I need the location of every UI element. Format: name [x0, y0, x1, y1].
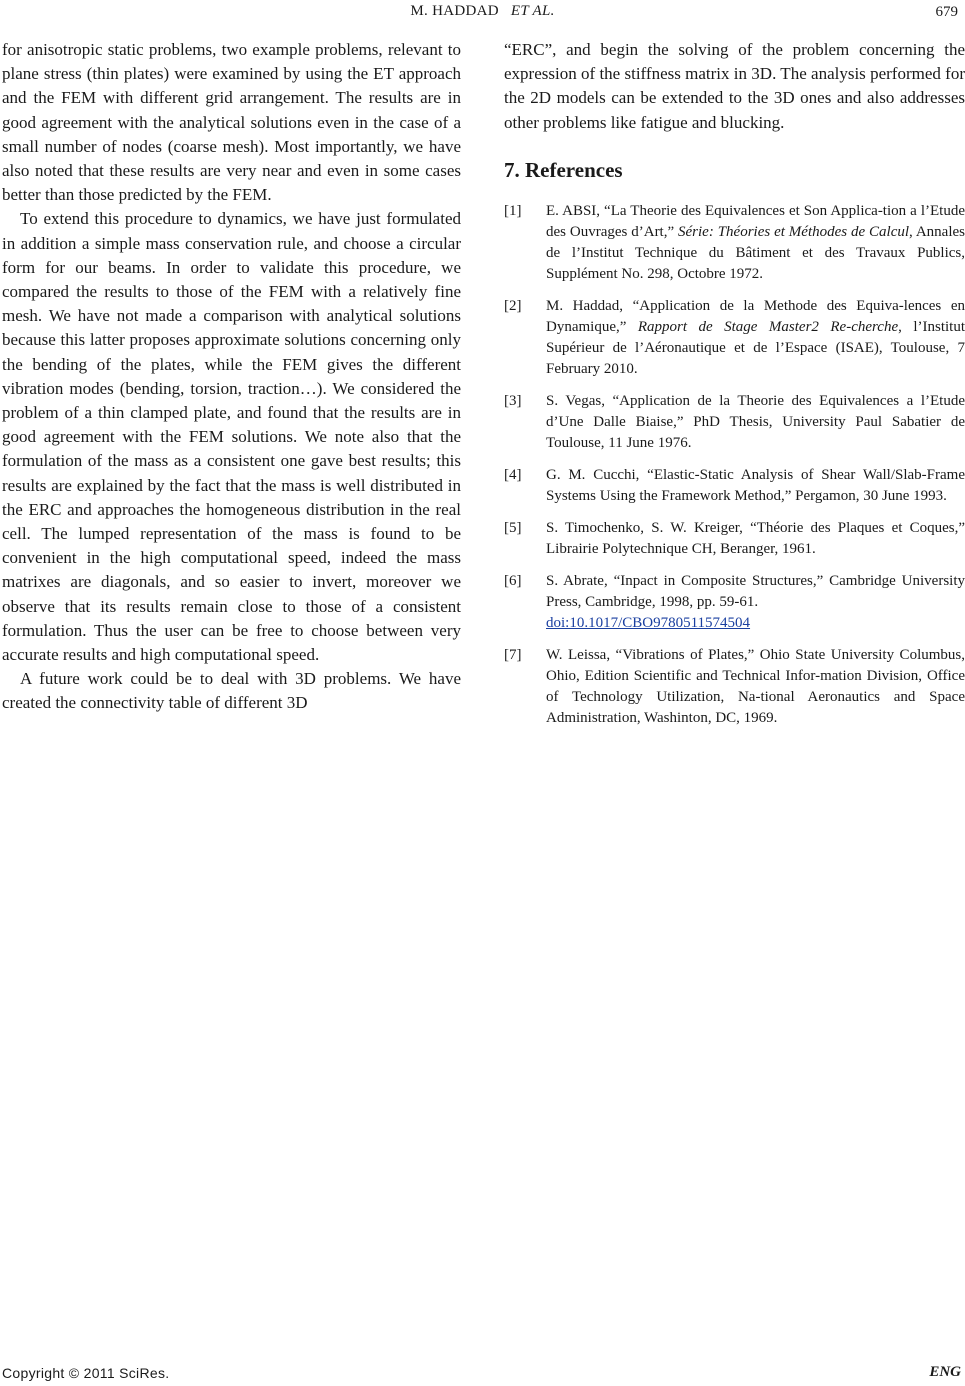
reference-item	[504, 645, 965, 729]
reference-body: M. Haddad, “Application de la Methode des Equiva-lences en Dynamique,”	[546, 297, 965, 335]
reference-number: [2]	[504, 297, 522, 314]
reference-number: [5]	[504, 519, 522, 536]
reference-item	[504, 391, 965, 454]
running-header	[0, 1, 965, 21]
left-column	[2, 38, 461, 716]
reference-number: [1]	[504, 202, 522, 219]
header-author: M. HADDAD	[410, 3, 499, 19]
reference-tail: , l’Institut Supérieur de l’Aéronautique et de l’Espace (ISAE), Toulouse, 7 February 2010.	[546, 318, 965, 377]
reference-item	[504, 518, 965, 560]
body-paragraph: A future work could be to deal with 3D problems. We have created the connectivity table of different 3D	[2, 669, 461, 713]
section-heading: 7. References	[504, 157, 623, 182]
reference-text: W. Leissa, “Vibrations of Plates,” Ohio State University Columbus, Ohio, Edition Scientific and Technical Infor-mation Division, Office of Technology Utilization, Na-tional Aeronautics and Space Administration, Washinton, DC, 1969.	[546, 646, 965, 726]
copyright-notice: Copyright © 2011 SciRes.	[2, 1365, 170, 1381]
header-etal: ET AL.	[510, 3, 555, 19]
reference-list	[504, 201, 965, 729]
reference-item	[504, 465, 965, 507]
page-number: 679	[935, 4, 958, 20]
reference-text	[546, 296, 965, 380]
reference-text: S. Vegas, “Application de la Theorie des Equivalences a l’Etude d’Une Dalle Biaise,” PhD Thesis, University Paul Sabatier de Toulouse, 11 June 1976.	[546, 392, 965, 451]
journal-abbreviation: ENG	[929, 1364, 961, 1380]
reference-body: S. Abrate, “Inpact in Composite Structures,” Cambridge University Press, Cambridge, 1998, pp. 59-61.	[546, 572, 965, 610]
reference-number: [7]	[504, 646, 522, 663]
doi-link[interactable]: doi:10.1017/CBO9780511574504	[546, 614, 751, 631]
reference-body: E. ABSI, “La Theorie des Equivalences et Son Applica-tion a l’Etude des Ouvrages d’Art,”	[546, 202, 965, 240]
reference-number: [4]	[504, 466, 522, 483]
reference-text: S. Timochenko, S. W. Kreiger, “Théorie des Plaques et Coques,” Librairie Polytechnique CH, Beranger, 1961.	[546, 519, 965, 557]
reference-italic: Rapport de Stage Master2 Re-cherche	[637, 318, 899, 335]
body-paragraph: To extend this procedure to dynamics, we have just formulated in addition a simple mass conservation rule, and choose a circular form for our beams. In order to validate this procedure, we compared the results to those of the FEM with a relatively fine mesh. We have not made a comparison with analytical solutions because this latter proposes approximate solutions concerning only the bending of the plates, while the FEM gives the different vibration modes (bending, torsion, traction…). We considered the problem of a thin clamped plate, and found that the results are in good agreement with the FEM solutions. We note also that the formulation of the mass as a consistent one gave best results; this results are explained by the fact that the mass is well distributed in the ERC and approaches the homogeneous distribution in the real cell. The lumped representation of the mass is found to be convenient in the high computational speed, indeed the mass matrixes are diagonals, and so easier to invert, moreover we observe that its results remain close to those of a consistent formulation. Thus the user can be free to choose between very accurate results and high computational speed.	[2, 209, 461, 665]
reference-item	[504, 296, 965, 380]
reference-number: [6]	[504, 572, 522, 589]
reference-item	[504, 201, 965, 285]
reference-italic: Série: Théories et Méthodes de Calcul	[678, 223, 910, 240]
reference-text	[546, 201, 965, 285]
body-paragraph: for anisotropic static problems, two example problems, relevant to plane stress (thin plates) were examined by using the ET approach and the FEM with different grid arrangement. The results are in good agreement with the analytical solutions even in the case of a small number of nodes (coarse mesh). Most importantly, we have also noted that these results are very near and even in some cases better than those predicted by the FEM.	[2, 40, 461, 205]
reference-number: [3]	[504, 392, 522, 409]
right-column	[504, 38, 965, 740]
reference-text	[546, 571, 965, 634]
reference-text: G. M. Cucchi, “Elastic-Static Analysis of Shear Wall/Slab-Frame Systems Using the Framework Method,” Pergamon, 30 June 1993.	[546, 466, 965, 504]
reference-tail: , Annales de l’Institut Technique du Bâtiment et des Travaux Publics, Supplément No. 298, Octobre 1972.	[546, 223, 965, 282]
reference-item	[504, 571, 965, 634]
body-paragraph: “ERC”, and begin the solving of the problem concerning the expression of the stiffness matrix in 3D. The analysis performed for the 2D models can be extended to the 3D ones and also addresses other problems like fatigue and blucking.	[504, 40, 965, 132]
